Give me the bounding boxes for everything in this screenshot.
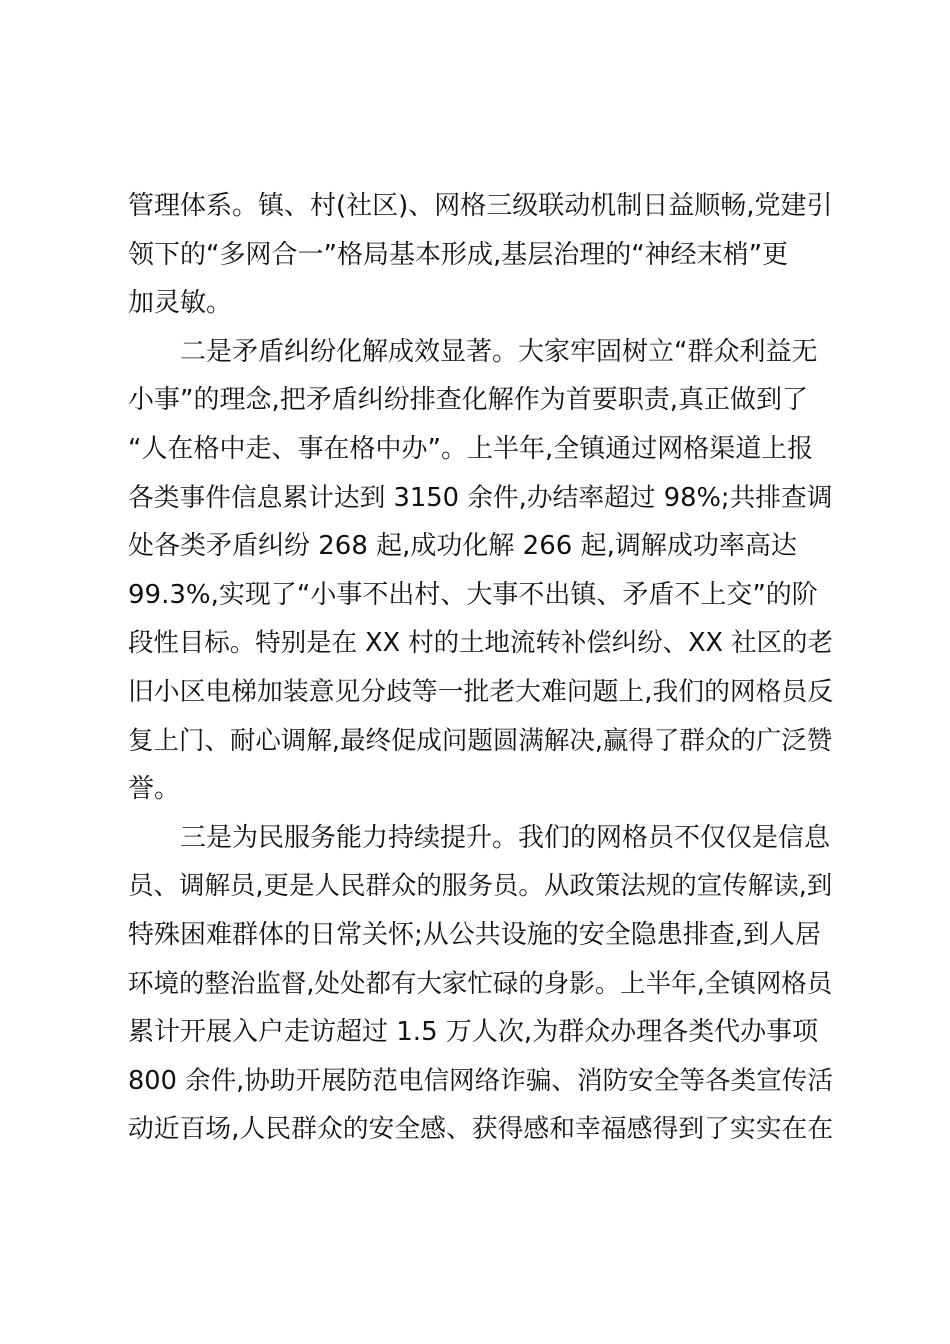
document-body: [128, 182, 833, 1154]
text-line: 小事”的理念,把矛盾纠纷排查化解作为首要职责,真正做到了: [128, 385, 808, 416]
text-line: 管理体系。镇、村(社区)、网格三级联动机制日益顺畅,党建引: [128, 191, 833, 221]
text-line: 段性目标。特别是在 XX 村的土地流转补偿纠纷、XX 社区的老: [128, 628, 833, 659]
text-line: 旧小区电梯加装意见分歧等一批老大难问题上,我们的网格员反: [128, 676, 834, 707]
text-line: 99.3%,实现了“小事不出村、大事不出镇、矛盾不上交”的阶: [128, 579, 818, 610]
text-line: “人在格中走、事在格中办”。上半年,全镇通过网格渠道上报: [128, 433, 814, 464]
text-line: 三是为民服务能力持续提升。我们的网格员不仅仅是信息: [180, 822, 831, 853]
text-line: 二是矛盾纠纷化解成效显著。大家牢固树立“群众利益无: [180, 336, 818, 367]
text-line: 动近百场,人民群众的安全感、获得感和幸福感得到了实实在在: [128, 1114, 834, 1145]
text-line: 累计开展入户走访超过 1.5 万人次,为群众办理各类代办事项: [128, 1017, 819, 1048]
paragraph-grid-management: [128, 182, 833, 328]
text-line: 领下的“多网合一”格局基本形成,基层治理的“神经末梢”更: [128, 239, 789, 270]
paragraph-public-service: [128, 814, 833, 1154]
text-line: 员、调解员,更是人民群众的服务员。从政策法规的宣传解读,到: [128, 871, 833, 902]
text-line: 复上门、耐心调解,最终促成问题圆满解决,赢得了群众的广泛赞: [128, 725, 833, 756]
text-line: 环境的整治监督,处处都有大家忙碌的身影。上半年,全镇网格员: [128, 968, 833, 999]
text-line: 加灵敏。: [128, 288, 233, 319]
text-line: 誉。: [128, 774, 181, 805]
text-line: 处各类矛盾纠纷 268 起,成功化解 266 起,调解成功率高达: [128, 531, 797, 562]
text-line: 特殊困难群体的日常关怀;从公共设施的安全隐患排查,到人居: [128, 919, 822, 950]
text-line: 各类事件信息累计达到 3150 余件,办结率超过 98%;共排查调: [128, 482, 833, 513]
text-line: 800 余件,协助开展防范电信网络诈骗、消防安全等各类宣传活: [128, 1065, 833, 1096]
paragraph-dispute-resolution: [128, 328, 833, 814]
